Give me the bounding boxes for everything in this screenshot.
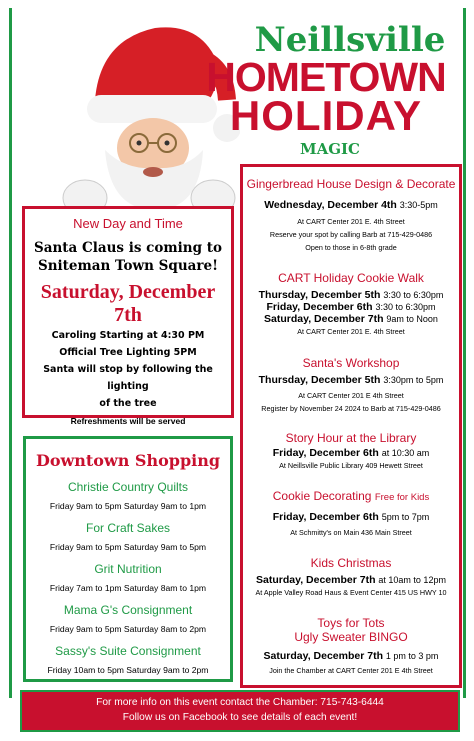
event-date-line: Saturday, December 7th at 10am to 12pm [256,574,446,586]
left-green-border [9,8,12,698]
event-location: At Apple Valley Road Haus & Event Center 415 US HWY 10 [255,588,447,597]
event-title: Toys for Tots [317,616,385,630]
shop-hours: Friday 7am to 1pm Saturday 8am to 1pm [49,583,207,593]
title-hometown: HOMETOWN [206,54,446,100]
event-cookie-decorating [243,489,459,539]
event-reserve: Reserve your spot by calling Barb at 715-429-0486 [269,230,433,239]
event-subtitle: Ugly Sweater BINGO [294,630,408,644]
event-date: Saturday, December 7th [40,281,216,326]
event-location: At CART Center 201 E. 4th Street [297,327,405,336]
shop-name: Sassy's Suite Consignment [55,644,201,658]
event-title: Story Hour at the Library [285,431,417,445]
event-location: At CART Center 201 E. 4th Street [297,217,405,226]
new-day-heading: New Day and Time [73,216,183,231]
event-kids-christmas [243,556,459,599]
title-holiday: HOLIDAY [229,92,423,139]
event-location: At Neillsville Public Library 409 Hewett Street [279,461,423,470]
events-box [240,164,462,688]
event-title: Cookie Decorating Free for Kids [272,489,430,503]
event-grades: Open to those in 6-8th grade [305,243,397,252]
shop-name: Christie Country Quilts [67,480,189,494]
event-date-line: Friday, December 6th 3:30 to 6:30pm [266,301,436,313]
shop-item [26,644,230,675]
shop-name: For Craft Sakes [85,521,171,535]
downtown-heading: Downtown Shopping [35,451,221,470]
footer-banner [20,690,460,732]
event-date-line: Thursday, December 5th 3:30 to 6:30pm [258,289,444,301]
event-date-line: Friday, December 6th at 10:30 am [272,447,430,459]
shop-item [26,521,230,552]
event-register: Register by November 24 2024 to Barb at 715-429-0486 [261,404,441,413]
event-date-line: Saturday, December 7th 1 pm to 3 pm [263,650,439,662]
event-location: At CART Center 201 E 4th Street [298,391,404,400]
caroling-line: Caroling Starting at 4:30 PM [51,330,205,341]
new-day-box [22,206,234,426]
event-location: At Schmitty's on Main 436 Main Street [290,528,412,537]
shop-name: Grit Nutrition [94,562,162,576]
event-cookie-walk [243,271,459,338]
event-title: Santa's Workshop [302,356,400,370]
shop-hours: Friday 10am to 5pm Saturday 9am to 2pm [47,665,209,675]
event-story-hour [243,431,459,472]
event-title: Kids Christmas [310,556,392,570]
shop-hours: Friday 9am to 5pm Saturday 9am to 1pm [49,501,207,511]
event-location: Join the Chamber at CART Center 201 E 4th Street [269,666,433,675]
shop-name: Mama G's Consignment [63,603,193,617]
title-magic: MAGIC [299,140,360,158]
event-date-line: Friday, December 6th 5pm to 7pm [272,511,430,523]
event-date-line: Wednesday, December 4th 3:30-5pm [264,199,438,211]
event-title: Gingerbread House Design & Decorate [246,177,456,191]
santa-stop-line: Santa will stop by following the lighting [43,364,213,392]
event-date-line: Saturday, December 7th 9am to Noon [264,313,438,325]
shop-hours: Friday 9am to 5pm Saturday 8am to 2pm [49,624,207,634]
title-neillsville: Neillsville [254,20,446,60]
event-gingerbread [243,177,459,254]
refreshments-line: Refreshments will be served [70,416,186,426]
shop-hours: Friday 9am to 5pm Saturday 9am to 5pm [49,542,207,552]
downtown-shopping-box [23,436,233,682]
santa-headline: Santa Claus is coming to Sniteman Town Square! [34,240,222,274]
event-title: CART Holiday Cookie Walk [278,271,424,285]
footer-facebook: Follow us on Facebook to see details of each event! [122,712,358,723]
shop-item [26,480,230,511]
event-toys-for-tots [243,616,459,677]
tree-line: of the tree [99,398,157,409]
event-date-line: Thursday, December 5th 3:30pm to 5pm [258,374,444,386]
shop-item [26,603,230,634]
shop-item [26,562,230,593]
event-santas-workshop [243,356,459,415]
tree-lighting-line: Official Tree Lighting 5PM [59,347,197,358]
footer-contact: For more info on this event contact the Chamber: 715-743-6444 [96,697,384,708]
